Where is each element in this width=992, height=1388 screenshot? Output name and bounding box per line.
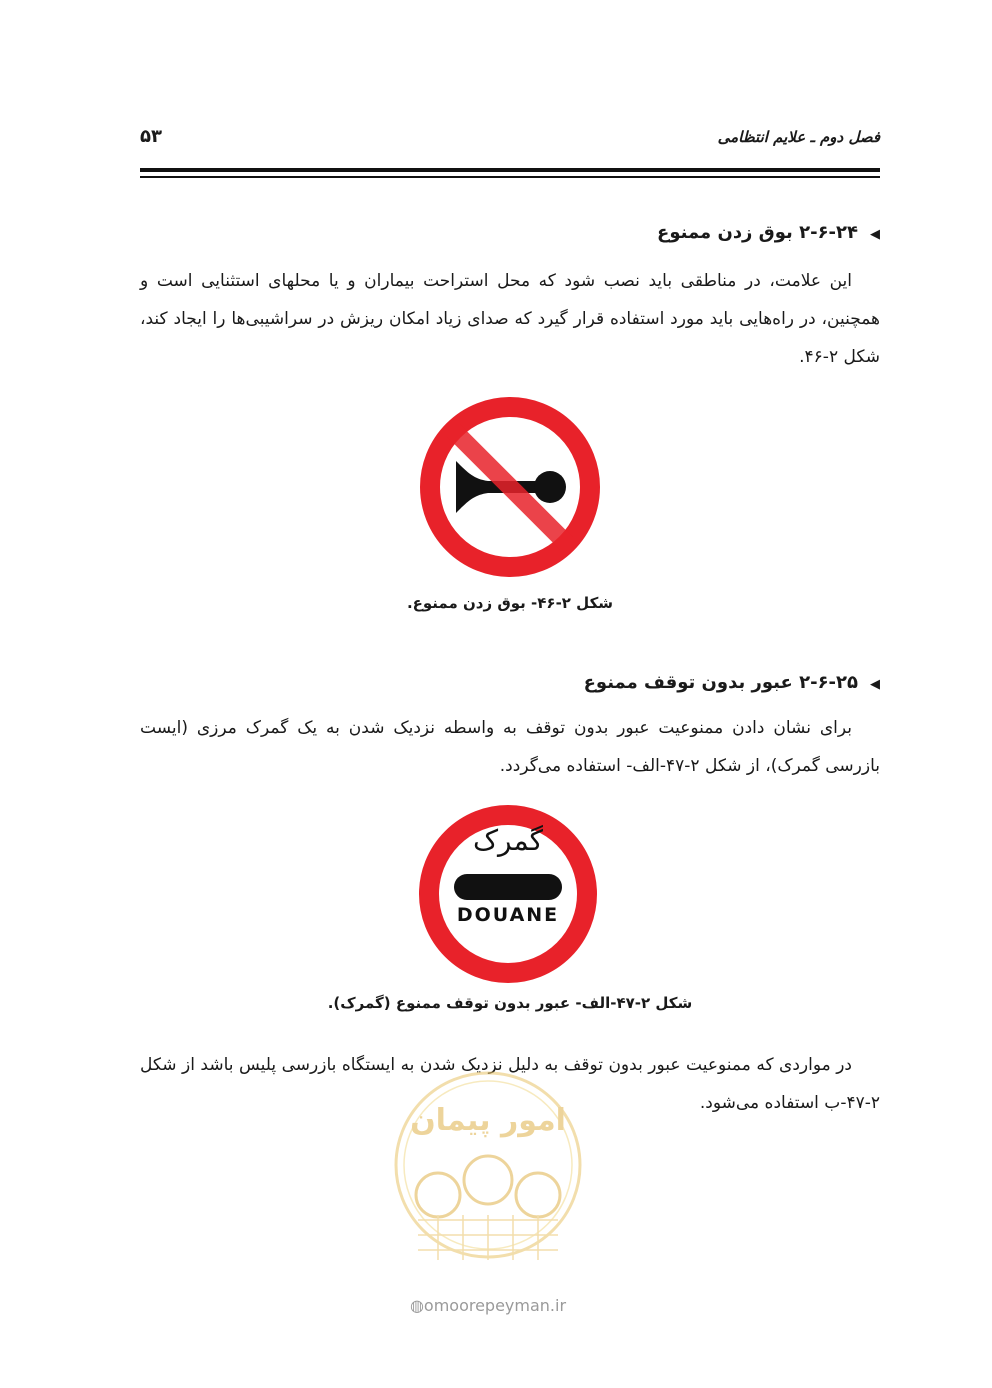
paragraph-text: برای نشان دادن ممنوعیت عبور بدون توقف به واسطه نزدیک شدن به یک گمرک مرزی (ایست بازرسی گمرک)، از شکل ۲-۴۷-الف- استفاده می‌گردد. [140, 718, 880, 776]
customs-sign-fa-label: گمرک [472, 824, 544, 857]
paragraph-text: در مواردی که ممنوعیت عبور بدون توقف به دلیل نزدیک شدن به ایستگاه بازرسی پلیس باشد از شکل ۲-۴۷-ب استفاده می‌شود. [140, 1055, 880, 1113]
page-number: ۵۳ [140, 126, 162, 147]
customs-sign [418, 804, 598, 984]
watermark-logo-text: امور پیمان [410, 1103, 566, 1138]
paragraph-text: این علامت، در مناطقی باید نصب شود که محل استراحت بیماران و یا محلهای استثنایی است و همچنین، در راه‌هایی باید مورد استفاده قرار گیرد که صدای زیاد امکان ریزش در سراشیبی‌ها را ایجاد کند، شکل ۲-۴۶. [140, 271, 880, 367]
customs-sign-fr-label: DOUANE [456, 904, 560, 926]
section-number: ۲-۶-۲۵ [799, 672, 858, 693]
section-paragraph [140, 709, 880, 785]
section-title: بوق زدن ممنوع [657, 222, 793, 243]
watermark-url-text: omoorepeyman.ir [423, 1296, 567, 1315]
customs-bar [454, 874, 562, 900]
section-number: ۲-۶-۲۴ [799, 222, 858, 243]
globe-icon: ◍ [409, 1296, 424, 1315]
watermark-url [388, 1296, 588, 1315]
section-heading [584, 672, 880, 693]
header-rule-thick [140, 168, 880, 172]
bullet-arrow-icon: ◀ [870, 227, 880, 242]
section-heading [657, 222, 880, 243]
section-title: عبور بدون توقف ممنوع [583, 672, 793, 693]
watermark-logo [388, 1060, 588, 1330]
figure-caption-customs: شکل ۲-۴۷-الف- عبور بدون توقف ممنوع (گمرک). [327, 994, 693, 1012]
no-horn-sign [418, 395, 602, 579]
chapter-header-title: فصل دوم ـ علایم انتظامی [717, 128, 880, 146]
header-rule-thin [140, 176, 880, 178]
bullet-arrow-icon: ◀ [870, 677, 880, 692]
section-paragraph [140, 262, 880, 376]
figure-caption-no-horn: شکل ۲-۴۶- بوق زدن ممنوع. [406, 594, 614, 612]
